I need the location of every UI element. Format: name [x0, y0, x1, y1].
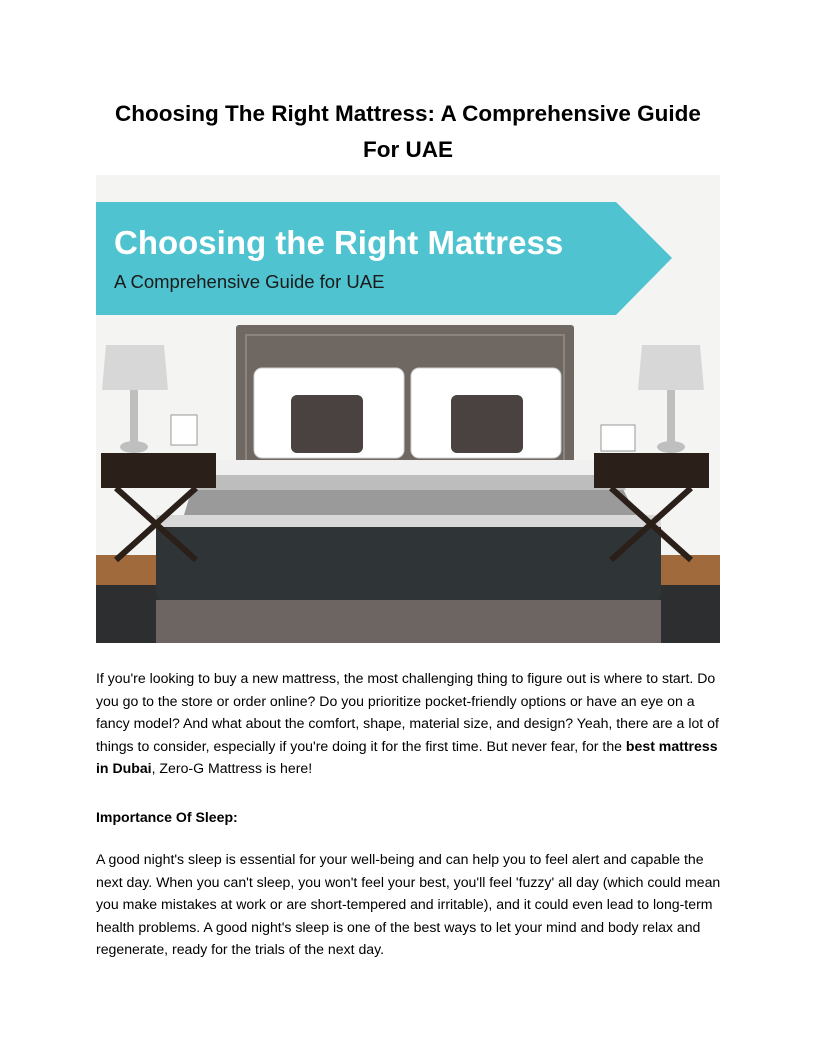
photo-frame-right: [601, 425, 635, 451]
sleep-paragraph: A good night's sleep is essential for your well-being and can help you to feel alert and capable the next day. When you can't sleep, you won't feel your best, you'll feel 'fuzzy' all day (which could mean you make mistakes at work or are short-tempered and irritable), and it could even lead to long-term health problems. A good night's sleep is one of the best ways to let your mind and body relax and regenerate, ready for the trials of the next day.: [96, 851, 721, 957]
best-mattress-link[interactable]: best mattress in Dubai: [96, 737, 718, 776]
lamp-left: [102, 345, 168, 390]
section-heading: Importance Of Sleep:: [96, 809, 238, 825]
mattress-top: [156, 515, 661, 527]
cushion-left: [291, 395, 363, 453]
nightstand-left: [101, 453, 216, 488]
mattress: [156, 520, 661, 600]
intro-paragraph: [96, 667, 726, 780]
page-title-line-1: Choosing The Right Mattress: A Comprehensive Guide: [115, 101, 701, 126]
photo-frame-left: [171, 415, 197, 445]
hero-image: [96, 175, 720, 643]
banner-title: Choosing the Right Mattress: [114, 224, 564, 261]
intro-text-after: , Zero-G Mattress is here!: [151, 760, 313, 776]
bed-base: [156, 600, 661, 643]
intro-text-before: If you're looking to buy a new mattress, the most challenging thing to figure out is where to start. Do you go to the store or order online? Do you prioritize pocket-friendly options or have an eye on a fancy model? And what about the comfort, shape, material size, and design? Yeah, there are a lot of things to consider, especially if you're doing it for the first time. But never fear, for the: [96, 670, 719, 754]
cushion-right: [451, 395, 523, 453]
nightstand-right: [594, 453, 709, 488]
banner-subtitle: A Comprehensive Guide for UAE: [114, 271, 385, 292]
page-title-line-2: For UAE: [363, 137, 453, 162]
page-title: [96, 96, 720, 168]
lamp-right: [638, 345, 704, 390]
